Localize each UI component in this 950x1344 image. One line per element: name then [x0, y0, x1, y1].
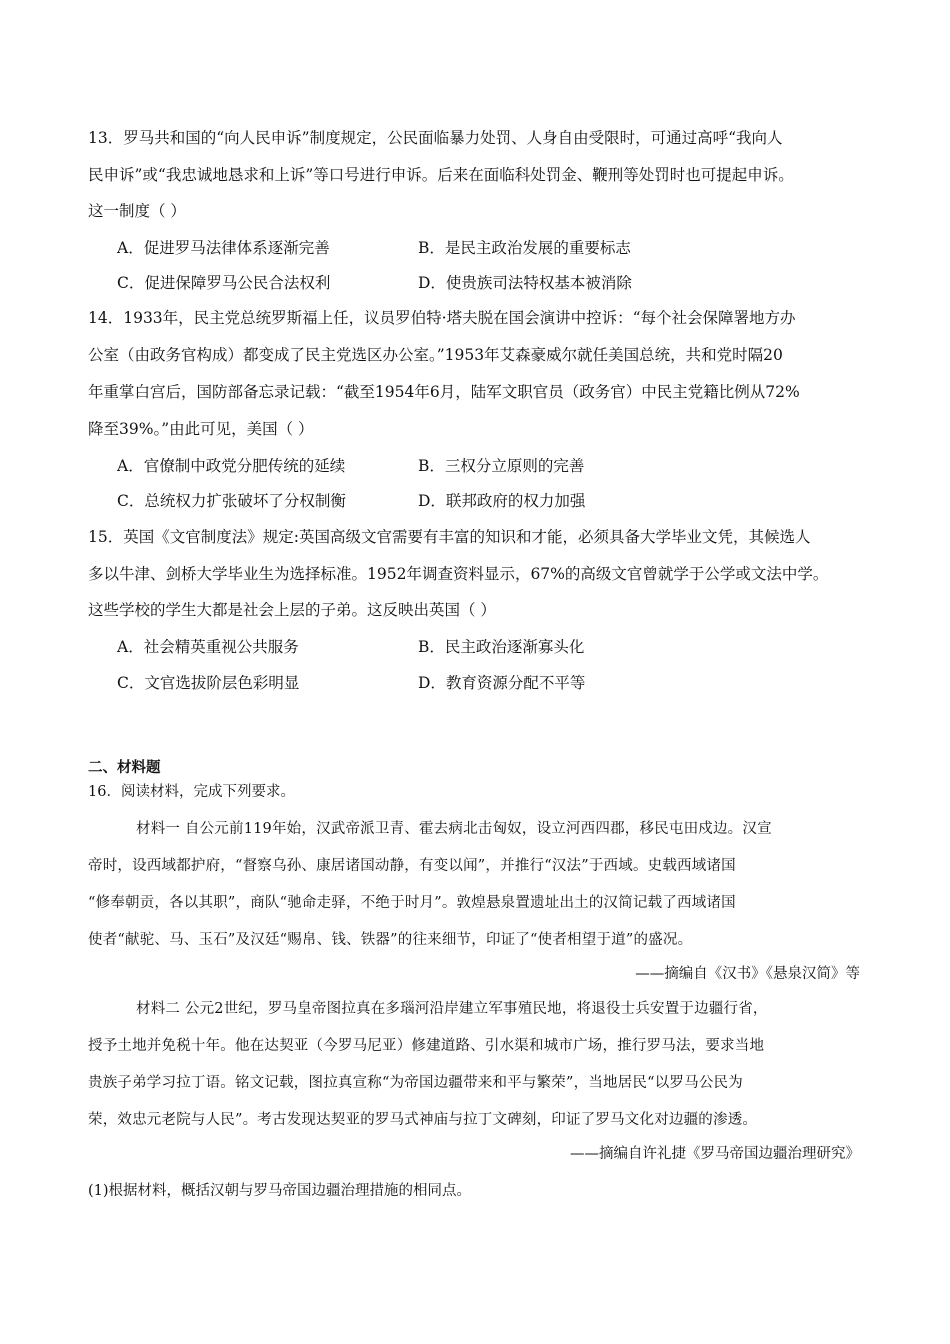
q14-line-2: 公室（由政务官构成）都变成了民主党选区办公室。”1953年艾森豪威尔就任美国总统，共和党时隔20 [88, 346, 783, 364]
q14-option-a: A．官僚制中政党分肥传统的延续 [117, 457, 346, 475]
q14-option-c: C．总统权力扩张破坏了分权制衡 [117, 492, 346, 510]
material2-line-1: 材料二 公元2世纪，罗马皇帝图拉真在多瑙河沿岸建立军事殖民地，将退役士兵安置于边疆行省， [136, 1001, 768, 1017]
material1-line-2: 帝时，设西域都护府，“督察乌孙、康居诸国动静，有变以闻”，并推行“汉法”于西域。史载西域诸国 [88, 858, 736, 874]
q13-option-b: B．是民主政治发展的重要标志 [418, 239, 631, 257]
material2-line-2: 授予土地并免税十年。他在达契亚（今罗马尼亚）修建道路、引水渠和城市广场，推行罗马法，要求当地 [88, 1038, 765, 1054]
q14-option-b: B．三权分立原则的完善 [418, 457, 585, 475]
q16-sub1: (1)根据材料，概括汉朝与罗马帝国边疆治理措施的相同点。 [88, 1183, 472, 1199]
q15-option-b: B．民主政治逐渐寡头化 [418, 638, 585, 656]
q15-option-c: C．文官选拔阶层色彩明显 [117, 674, 300, 692]
q13-option-a: A．促进罗马法律体系逐渐完善 [117, 239, 330, 257]
q14-line-1: 14．1933年，民主党总统罗斯福上任，议员罗伯特·塔夫脱在国会演讲中控诉：“每个社会保障署地方办 [88, 309, 796, 327]
material2-line-3: 贵族子弟学习拉丁语。铭文记载，图拉真宣称“为帝国边疆带来和平与繁荣”，当地居民“以罗马公民为 [88, 1075, 743, 1091]
q15-line-1: 15．英国《文官制度法》规定:英国高级文官需要有丰富的知识和才能，必须具备大学毕业文凭，其候选人 [88, 528, 811, 546]
material1-line-3: “修奉朝贡，各以其职”，商队“驰命走驿，不绝于时月”。敦煌悬泉置遗址出土的汉简记载了西域诸国 [88, 895, 736, 911]
q14-line-4: 降至39%。”由此可见，美国（ ） [88, 420, 314, 438]
q15-option-a: A．社会精英重视公共服务 [117, 638, 299, 656]
q13-line-3: 这一制度（ ） [88, 202, 186, 220]
material1-line-4: 使者“献驼、马、玉石”及汉廷“赐帛、钱、铁器”的往来细节，印证了“使者相望于道”的盛况。 [88, 932, 693, 948]
q14-option-d: D．联邦政府的权力加强 [418, 492, 586, 510]
material2-source: ——摘编自许礼捷《罗马帝国边疆治理研究》 [570, 1146, 860, 1162]
q13-option-d: D．使贵族司法特权基本被消除 [418, 274, 632, 292]
q13-line-2: 民申诉”或“我忠诚地恳求和上诉”等口号进行申诉。后来在面临科处罚金、鞭刑等处罚时也可提起申诉。 [88, 166, 794, 184]
material1-line-1: 材料一 自公元前119年始，汉武帝派卫青、霍去病北击匈奴，设立河西四郡，移民屯田戍边。汉宣 [136, 821, 772, 837]
q14-line-3: 年重掌白宫后，国防部备忘录记载：“截至1954年6月，陆军文职官员（政务官）中民主党籍比例从72% [88, 383, 800, 401]
material2-line-4: 荣，效忠元老院与人民”。考古发现达契亚的罗马式神庙与拉丁文碑刻，印证了罗马文化对边疆的渗透。 [88, 1112, 758, 1128]
section-title: 二、材料题 [88, 760, 161, 776]
q16-intro: 16．阅读材料，完成下列要求。 [88, 784, 295, 800]
q13-line-1: 13．罗马共和国的“向人民申诉”制度规定，公民面临暴力处罚、人身自由受限时，可通过高呼“我向人 [88, 129, 783, 147]
q15-option-d: D．教育资源分配不平等 [418, 674, 586, 692]
material1-source: ——摘编自《汉书》《悬泉汉简》等 [635, 966, 860, 982]
q13-option-c: C．促进保障罗马公民合法权利 [117, 274, 331, 292]
q15-line-2: 多以牛津、剑桥大学毕业生为选择标准。1952年调查资料显示，67%的高级文官曾就学于公学或文法中学。 [88, 565, 829, 583]
q15-line-3: 这些学校的学生大都是社会上层的子弟。这反映出英国（ ） [88, 601, 496, 619]
